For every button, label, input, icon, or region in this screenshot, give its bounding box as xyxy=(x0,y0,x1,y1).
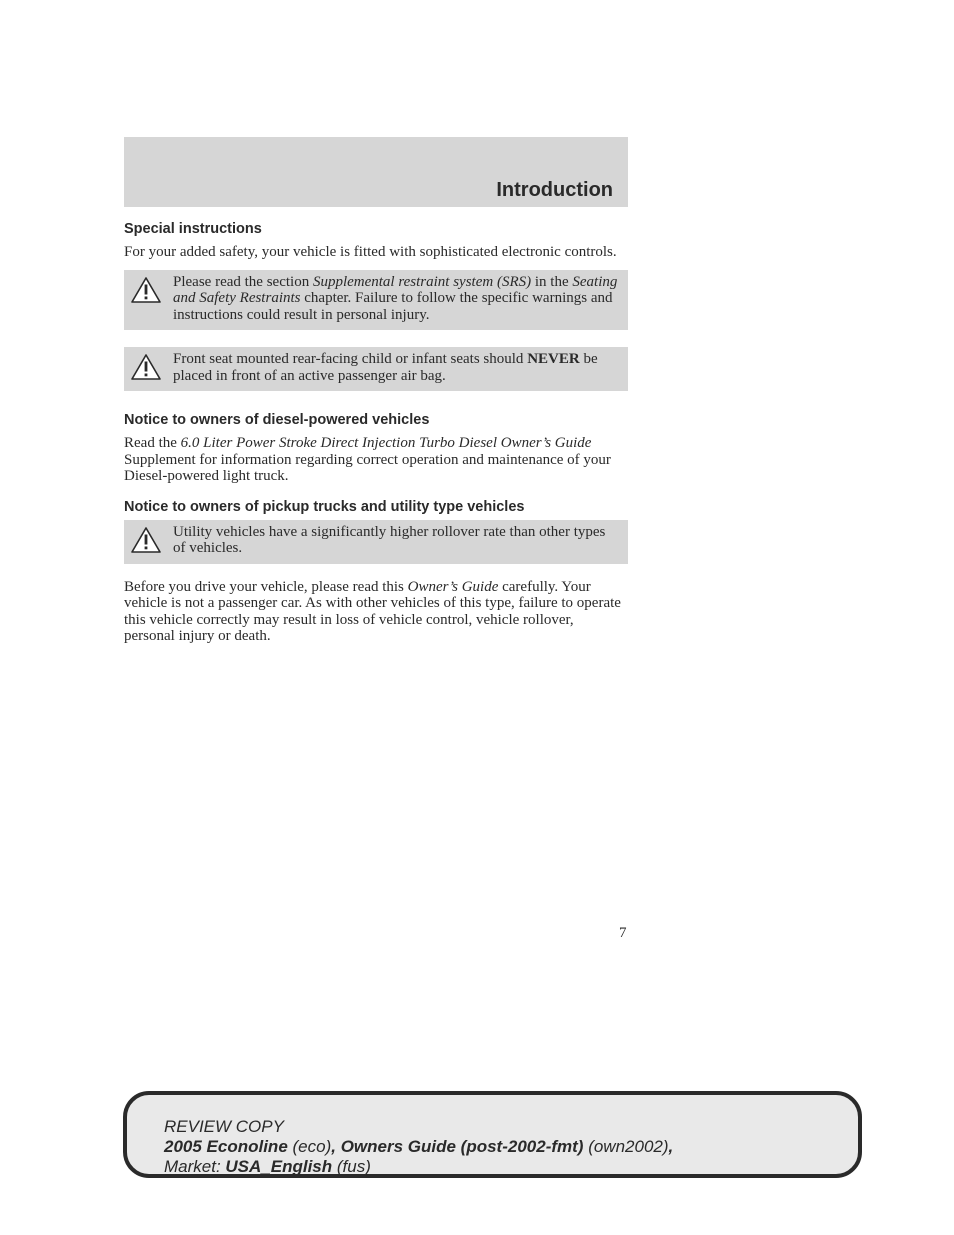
footer-line-2 xyxy=(164,1137,673,1157)
page-number: 7 xyxy=(619,925,627,941)
footer-model: 2005 Econoline xyxy=(164,1137,288,1156)
warning-child-seat-text-2: be placed in front of an active passenger air bag. xyxy=(173,351,598,384)
footer-market: USA_English xyxy=(225,1157,333,1176)
warning-child-seat-text-1: Front seat mounted rear-facing child or infant seats should xyxy=(173,351,528,367)
pickup-heading: Notice to owners of pickup trucks and utility type vehicles xyxy=(124,498,525,515)
warning-srs-text-1: Please read the section xyxy=(173,273,313,290)
warning-box-child-seat xyxy=(124,347,628,391)
pickup-text xyxy=(124,579,628,645)
section-header-band xyxy=(124,137,628,207)
pickup-text-2: carefully. Your vehicle is not a passenger car. As with other vehicles of this type, failure to operate this vehicle correctly may result in loss of vehicle control, vehicle rollover, personal injury or death. xyxy=(124,578,621,644)
diesel-text-2: Supplement for information regarding correct operation and maintenance of your Diesel-powered light truck. xyxy=(124,451,611,484)
footer-model-code: (eco) xyxy=(287,1137,332,1156)
warning-triangle-icon xyxy=(130,526,162,554)
review-copy-footer xyxy=(123,1091,862,1178)
footer-sep-2: , xyxy=(668,1137,674,1156)
footer-text xyxy=(164,1117,673,1177)
pickup-italic: Owner’s Guide xyxy=(407,578,499,595)
warning-srs-italic-1: Supplemental restraint system (SRS) xyxy=(312,273,532,290)
warning-box-srs xyxy=(124,270,628,331)
warning-triangle-icon xyxy=(130,353,162,381)
footer-line-3 xyxy=(164,1157,673,1177)
special-instructions-heading: Special instructions xyxy=(124,221,262,237)
footer-market-code: (fus) xyxy=(332,1157,371,1176)
diesel-text-1: Read the xyxy=(124,435,181,451)
warning-srs-text-2: in the xyxy=(531,273,573,290)
special-instructions-text: For your added safety, your vehicle is fitted with sophisticated electronic controls. xyxy=(124,244,617,260)
section-title: Introduction xyxy=(496,179,613,201)
warning-triangle-icon xyxy=(130,276,162,304)
diesel-heading: Notice to owners of diesel-powered vehicles xyxy=(124,412,430,428)
warning-box-rollover xyxy=(124,520,628,564)
page-content xyxy=(124,219,628,645)
footer-sep-1: , xyxy=(331,1137,341,1156)
pickup-text-1: Before you drive your vehicle, please read this xyxy=(124,578,408,595)
footer-guide-code: (own2002) xyxy=(583,1137,669,1156)
warning-srs-text-3: chapter. Failure to follow the specific warnings and instructions could result in personal injury. xyxy=(173,290,613,323)
footer-review-copy: REVIEW COPY xyxy=(164,1117,284,1136)
warning-child-seat-bold: NEVER xyxy=(527,351,580,367)
diesel-text xyxy=(124,435,628,485)
footer-market-label: Market: xyxy=(164,1157,226,1176)
diesel-italic: 6.0 Liter Power Stroke Direct Injection Turbo Diesel Owner’s Guide xyxy=(180,435,592,451)
footer-guide: Owners Guide (post-2002-fmt) xyxy=(340,1137,584,1156)
warning-rollover-text: Utility vehicles have a significantly higher rollover rate than other types of vehicles. xyxy=(173,523,606,556)
warning-srs-italic-2: Seating and Safety Restraints xyxy=(173,273,618,306)
